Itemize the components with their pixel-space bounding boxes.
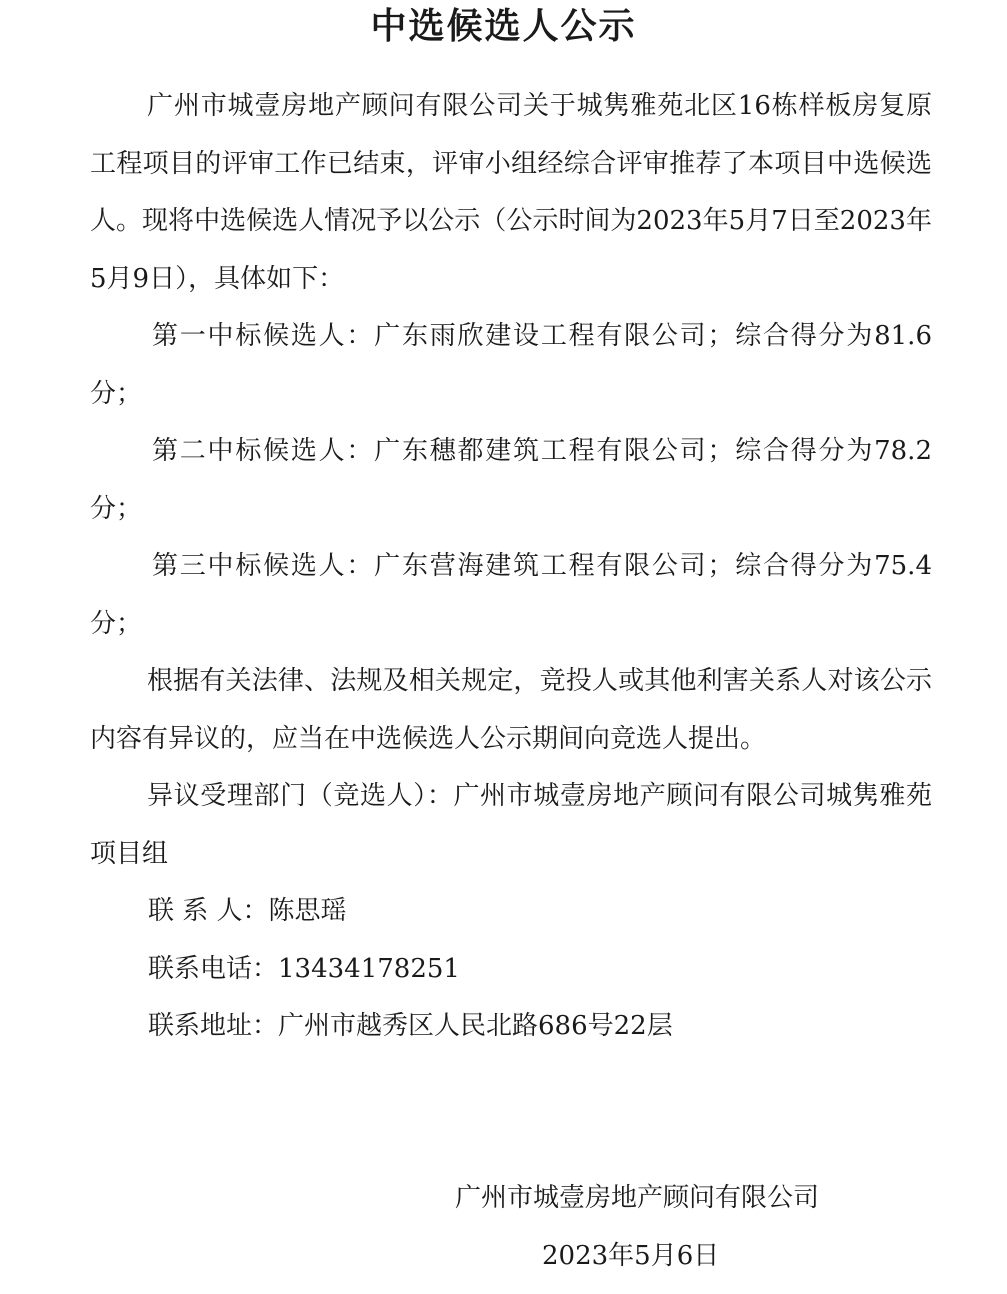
contact-address: 联系地址：广州市越秀区人民北路686号22层 [148, 1011, 673, 1041]
objection-notice-paragraph: 根据有关法律、法规及相关规定，竞投人或其他利害关系人对该公示内容有异议的，应当在中选候选人公示期间向竞选人提出。 [90, 666, 932, 754]
intro-paragraph: 广州市城壹房地产顾问有限公司关于城隽雅苑北区16栋样板房复原工程项目的评审工作已结束，评审小组经综合评审推荐了本项目中选候选人。现将中选候选人情况予以公示（公示时间为2023年5月7日至2023年5月9日），具体如下： [90, 91, 932, 294]
candidate-third: 第三中标候选人：广东营海建筑工程有限公司；综合得分为75.4分； [90, 551, 932, 639]
document-title: 中选候选人公示 [370, 5, 637, 47]
contact-phone: 联系电话：13434178251 [148, 954, 460, 984]
signature-date: 2023年5月6日 [542, 1241, 720, 1271]
signature-org: 广州市城壹房地产顾问有限公司 [455, 1183, 820, 1213]
candidate-first: 第一中标候选人：广东雨欣建设工程有限公司；综合得分为81.6分； [90, 321, 932, 409]
contact-person: 联 系 人：陈思瑶 [148, 896, 347, 926]
candidate-second: 第二中标候选人：广东穗都建筑工程有限公司；综合得分为78.2分； [90, 436, 932, 524]
objection-dept-paragraph: 异议受理部门（竞选人）：广州市城壹房地产顾问有限公司城隽雅苑项目组 [90, 781, 932, 869]
